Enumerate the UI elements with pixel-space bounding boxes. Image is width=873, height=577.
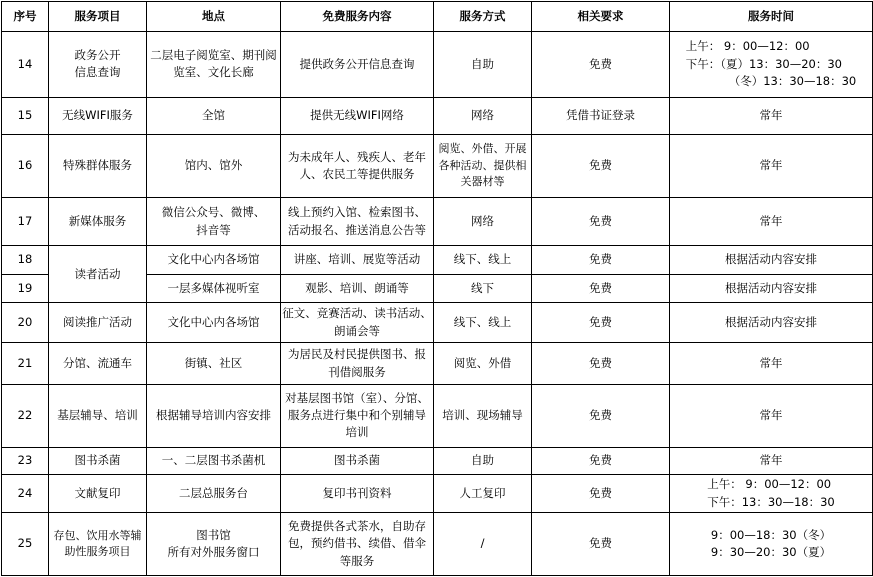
cell-item: 读者活动: [49, 246, 147, 303]
cell-mode: 网络: [434, 197, 532, 246]
cell-item: 图书杀菌: [49, 447, 147, 474]
table-row: [2, 197, 873, 246]
cell-item: 存包、饮用水等辅 助性服务项目: [49, 513, 147, 576]
cell-mode: /: [434, 513, 532, 576]
cell-time: 常年: [670, 343, 873, 384]
cell-content: 复印书刊资料: [281, 474, 434, 512]
cell-time: 根据活动内容安排: [670, 302, 873, 342]
cell-requirement: 免费: [532, 135, 670, 198]
header-row: [2, 2, 873, 32]
cell-mode: 培训、现场辅导: [434, 384, 532, 447]
cell-content: 提供无线WIFI网络: [281, 97, 434, 134]
cell-place: 文化中心内各场馆: [147, 246, 281, 274]
cell-no: 17: [2, 197, 49, 246]
header-place: 地点: [147, 2, 281, 32]
cell-requirement: 免费: [532, 513, 670, 576]
cell-item: 政务公开 信息查询: [49, 32, 147, 98]
services-table: [1, 1, 873, 576]
table-row: [2, 246, 873, 274]
header-item: 服务项目: [49, 2, 147, 32]
cell-item: 分馆、流通车: [49, 343, 147, 384]
cell-place: 一层多媒体视听室: [147, 274, 281, 302]
cell-no: 18: [2, 246, 49, 274]
cell-content: 讲座、培训、展览等活动: [281, 246, 434, 274]
cell-no: 24: [2, 474, 49, 512]
cell-no: 22: [2, 384, 49, 447]
cell-time: 常年: [670, 197, 873, 246]
cell-time: 9：00—18：30（冬） 9：30—20：30（夏）: [670, 513, 873, 576]
header-no: 序号: [2, 2, 49, 32]
table-row: [2, 447, 873, 474]
table-row: [2, 513, 873, 576]
table-row: [2, 302, 873, 342]
cell-time: 常年: [670, 447, 873, 474]
cell-item: 文献复印: [49, 474, 147, 512]
cell-mode: 线下、线上: [434, 246, 532, 274]
cell-content: 为居民及村民提供图书、报 刊借阅服务: [281, 343, 434, 384]
cell-mode: 线下、线上: [434, 302, 532, 342]
cell-content: 观影、培训、朗诵等: [281, 274, 434, 302]
cell-place: 文化中心内各场馆: [147, 302, 281, 342]
cell-time: 根据活动内容安排: [670, 274, 873, 302]
cell-item: 阅读推广活动: [49, 302, 147, 342]
cell-content: 免费提供各式茶水，自助存 包，预约借书、续借、借伞 等服务: [281, 513, 434, 576]
cell-no: 14: [2, 32, 49, 98]
cell-content: 提供政务公开信息查询: [281, 32, 434, 98]
cell-requirement: 免费: [532, 32, 670, 98]
cell-mode: 人工复印: [434, 474, 532, 512]
cell-place: 街镇、社区: [147, 343, 281, 384]
cell-content: 图书杀菌: [281, 447, 434, 474]
table-row: [2, 474, 873, 512]
cell-place: 根据辅导培训内容安排: [147, 384, 281, 447]
cell-requirement: 免费: [532, 384, 670, 447]
cell-place: 微信公众号、微博、 抖音等: [147, 197, 281, 246]
cell-content: 线上预约入馆、检索图书、 活动报名、推送消息公告等: [281, 197, 434, 246]
table-row: [2, 343, 873, 384]
cell-requirement: 凭借书证登录: [532, 97, 670, 134]
cell-mode: 自助: [434, 32, 532, 98]
cell-requirement: 免费: [532, 246, 670, 274]
cell-time: 根据活动内容安排: [670, 246, 873, 274]
cell-item: 无线WIFI服务: [49, 97, 147, 134]
cell-time: 上午： 9：00—12：00 下午：（夏）13：30—20：30 （冬）13：30—18：30: [670, 32, 873, 98]
header-requirement: 相关要求: [532, 2, 670, 32]
header-content: 免费服务内容: [281, 2, 434, 32]
cell-requirement: 免费: [532, 447, 670, 474]
cell-item: 新媒体服务: [49, 197, 147, 246]
table-row: [2, 32, 873, 98]
cell-content: 征文、竞赛活动、读书活动、 朗诵会等: [281, 302, 434, 342]
cell-time: 常年: [670, 384, 873, 447]
cell-content: 为未成年人、残疾人、老年 人、农民工等提供服务: [281, 135, 434, 198]
cell-mode: 网络: [434, 97, 532, 134]
cell-no: 15: [2, 97, 49, 134]
cell-place: 二层电子阅览室、期刊阅 览室、文化长廊: [147, 32, 281, 98]
cell-no: 20: [2, 302, 49, 342]
table-row: [2, 97, 873, 134]
cell-no: 25: [2, 513, 49, 576]
cell-time: 常年: [670, 97, 873, 134]
cell-requirement: 免费: [532, 197, 670, 246]
cell-time: 常年: [670, 135, 873, 198]
cell-time: 上午： 9：00—12：00 下午：13：30—18：30: [670, 474, 873, 512]
cell-item: 基层辅导、培训: [49, 384, 147, 447]
cell-place: 图书馆 所有对外服务窗口: [147, 513, 281, 576]
cell-place: 全馆: [147, 97, 281, 134]
cell-content: 对基层图书馆（室）、分馆、 服务点进行集中和个别辅导 培训: [281, 384, 434, 447]
cell-place: 馆内、馆外: [147, 135, 281, 198]
cell-no: 21: [2, 343, 49, 384]
cell-place: 二层总服务台: [147, 474, 281, 512]
table-row: [2, 384, 873, 447]
cell-no: 23: [2, 447, 49, 474]
header-time: 服务时间: [670, 2, 873, 32]
cell-place: 一、二层图书杀菌机: [147, 447, 281, 474]
cell-mode: 自助: [434, 447, 532, 474]
table-row: [2, 135, 873, 198]
cell-requirement: 免费: [532, 274, 670, 302]
header-mode: 服务方式: [434, 2, 532, 32]
cell-requirement: 免费: [532, 343, 670, 384]
cell-mode: 阅览、外借、开展 各种活动、提供相 关器材等: [434, 135, 532, 198]
cell-mode: 线下: [434, 274, 532, 302]
cell-no: 16: [2, 135, 49, 198]
cell-requirement: 免费: [532, 302, 670, 342]
cell-no: 19: [2, 274, 49, 302]
cell-requirement: 免费: [532, 474, 670, 512]
cell-item: 特殊群体服务: [49, 135, 147, 198]
cell-mode: 阅览、外借: [434, 343, 532, 384]
